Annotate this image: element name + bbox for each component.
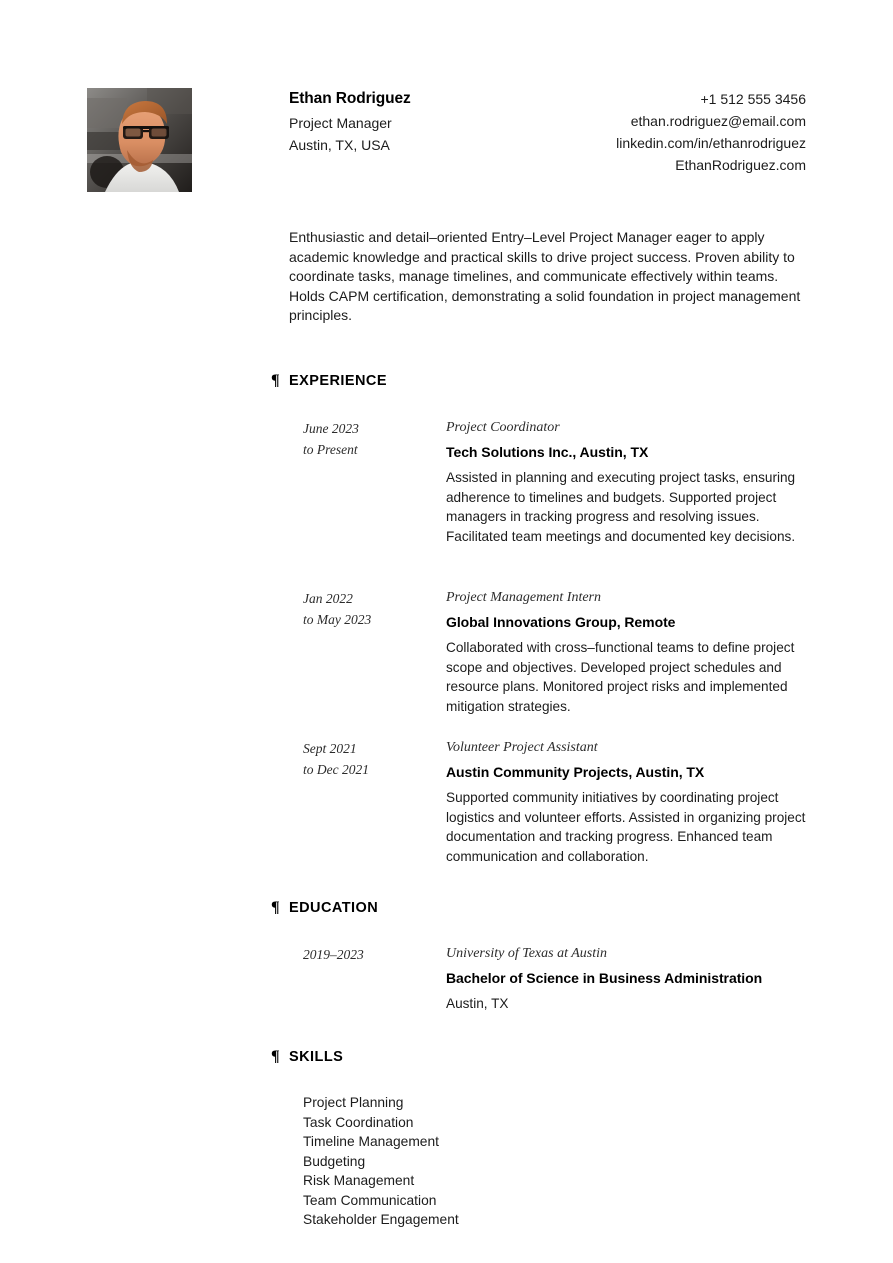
person-name: Ethan Rodriguez — [289, 90, 411, 107]
skills-list — [303, 1093, 703, 1230]
section-title-skills: SKILLS — [289, 1049, 344, 1065]
skill-item: Team Communication — [303, 1192, 437, 1208]
section-header-education — [271, 899, 811, 917]
degree-name: Bachelor of Science in Business Administration — [446, 970, 763, 986]
person-role: Project Manager — [289, 115, 392, 131]
education-entry — [303, 944, 807, 1014]
entry-body — [446, 944, 807, 1014]
resume-header — [87, 88, 806, 208]
job-description: Assisted in planning and executing project tasks, ensuring adherence to timelines and budgets. Supported project managers in tracking progress and resolving issues. Facilitated team meetings and documented key decisions. — [446, 470, 796, 544]
entry-dates — [303, 944, 433, 965]
date-from: Sept 2021 — [303, 741, 357, 756]
date-from: June 2023 — [303, 421, 359, 436]
skill-item: Budgeting — [303, 1153, 366, 1169]
professional-summary: Enthusiastic and detail–oriented Entry–Level Project Manager eager to apply academic knowledge and practical skills to drive project success. Proven ability to coordinate tasks, manage timelines, and communicate effectively within teams. Holds CAPM certification, demonstrating a solid foundation in project management principles. — [289, 229, 801, 324]
section-header-experience — [271, 372, 811, 390]
experience-entry — [303, 588, 807, 716]
organization: Austin Community Projects, Austin, TX — [446, 764, 705, 780]
organization: Tech Solutions Inc., Austin, TX — [446, 444, 649, 460]
pilcrow-icon: ¶ — [271, 1048, 280, 1065]
job-title: Project Management Intern — [446, 590, 601, 605]
person-location: Austin, TX, USA — [289, 137, 390, 153]
skill-item: Risk Management — [303, 1173, 415, 1188]
education-dates: 2019–2023 — [303, 947, 364, 962]
entry-dates — [303, 738, 433, 780]
job-description: Collaborated with cross–functional teams to define project scope and objectives. Developed project schedules and resource plans. Monitored project risks and implemented mitigation strategies. — [446, 640, 795, 714]
date-to: to May 2023 — [303, 612, 372, 627]
entry-body — [446, 418, 807, 546]
section-header-skills — [271, 1048, 811, 1066]
profile-photo — [87, 88, 192, 192]
contact-phone: +1 512 555 3456 — [700, 91, 806, 107]
contact-email[interactable]: ethan.rodriguez@email.com — [630, 113, 806, 129]
section-title-education: EDUCATION — [289, 900, 379, 916]
entry-body — [446, 588, 807, 716]
skill-item: Project Planning — [303, 1095, 404, 1110]
skill-item: Stakeholder Engagement — [303, 1212, 459, 1227]
job-description: Supported community initiatives by coordinating project logistics and volunteer efforts. Assisted in organizing project documentation and tracking progress. Enhanced team communication and collaboration. — [446, 790, 806, 864]
experience-entry — [303, 418, 807, 546]
experience-entry — [303, 738, 807, 866]
section-title-experience: EXPERIENCE — [289, 373, 387, 389]
education-location: Austin, TX — [446, 996, 509, 1011]
job-title: Project Coordinator — [446, 420, 560, 435]
date-from: Jan 2022 — [303, 591, 353, 606]
contact-linkedin[interactable]: linkedin.com/in/ethanrodriguez — [616, 135, 806, 151]
contact-website[interactable]: EthanRodriguez.com — [675, 157, 806, 173]
pilcrow-icon: ¶ — [271, 899, 280, 916]
date-to: to Present — [303, 442, 358, 457]
date-to: to Dec 2021 — [303, 762, 369, 777]
school-name: University of Texas at Austin — [446, 946, 607, 961]
entry-body — [446, 738, 807, 866]
entry-dates — [303, 588, 433, 630]
entry-dates — [303, 418, 433, 460]
organization: Global Innovations Group, Remote — [446, 614, 676, 630]
contact-block — [476, 88, 806, 176]
skill-item: Timeline Management — [303, 1134, 439, 1149]
pilcrow-icon: ¶ — [271, 372, 280, 389]
job-title: Volunteer Project Assistant — [446, 740, 598, 755]
skill-item: Task Coordination — [303, 1114, 414, 1130]
